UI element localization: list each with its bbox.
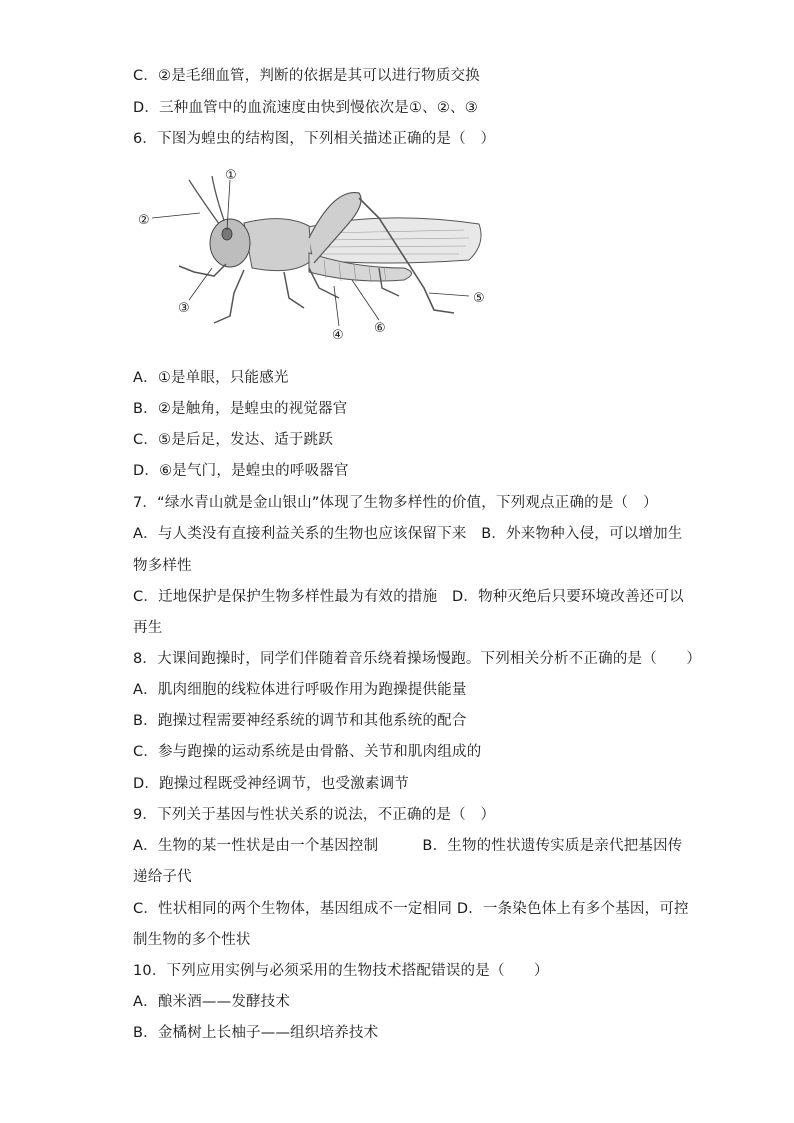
q6-option-b: B．②是触角，是蝗虫的视觉器官 [133, 401, 348, 417]
q6-option-d: D．⑥是气门，是蝗虫的呼吸器官 [133, 463, 349, 479]
question-7-stem: 7．“绿水青山就是金山银山”体现了生物多样性的价值，下列观点正确的是（ ） [133, 495, 658, 511]
q9-options-cd: C．性状相同的两个生物体，基因组成不一定相同 D．一条染色体上有多个基因，可控 [133, 901, 689, 917]
q10-option-b: B．金橘树上长柚子——组织培养技术 [133, 1025, 379, 1041]
q8-option-b: B．跑操过程需要神经系统的调节和其他系统的配合 [133, 713, 467, 729]
grasshopper-diagram [134, 168, 494, 344]
q9-options-ab-cont: 递给子代 [133, 869, 192, 885]
question-8-stem: 8．大课间跑操时，同学们伴随着音乐绕着操场慢跑。下列相关分析不正确的是（ ） [133, 651, 702, 667]
label-4: ④ [332, 328, 344, 343]
grasshopper-figure [134, 168, 494, 344]
q9-options-ab: A．生物的某一性状是由一个基因控制 B．生物的性状遗传实质是亲代把基因传 [133, 838, 683, 854]
q6-option-a: A．①是单眼，只能感光 [133, 370, 289, 386]
line-2: D．三种血管中的血流速度由快到慢依次是①、②、③ [133, 100, 478, 116]
q6-option-c: C．⑤是后足，发达、适于跳跃 [133, 432, 333, 448]
q8-option-d: D．跑操过程既受神经调节，也受激素调节 [133, 776, 409, 792]
question-10-stem: 10．下列应用实例与必须采用的生物技术搭配错误的是（ ） [133, 963, 549, 979]
q7-options-cd-cont: 再生 [133, 620, 163, 636]
q10-option-a: A．酿米酒——发酵技术 [133, 994, 291, 1010]
q7-options-ab: A．与人类没有直接利益关系的生物也应该保留下来 B．外来物种入侵，可以增加生 [133, 526, 683, 542]
label-2: ② [138, 213, 150, 228]
question-9-stem: 9．下列关于基因与性状关系的说法，不正确的是（ ） [133, 807, 496, 823]
q9-options-cd-cont: 制生物的多个性状 [133, 932, 251, 948]
label-5: ⑤ [473, 291, 485, 306]
q7-options-cd: C．迁地保护是保护生物多样性最为有效的措施 D．物种灭绝后只要环境改善还可以 [133, 589, 684, 605]
label-1: ① [225, 168, 237, 183]
q7-options-ab-cont: 物多样性 [133, 558, 192, 574]
label-6: ⑥ [374, 321, 386, 336]
q8-option-c: C．参与跑操的运动系统是由骨骼、关节和肌肉组成的 [133, 744, 482, 760]
question-6-stem: 6．下图为蝗虫的结构图，下列相关描述正确的是（ ） [133, 131, 496, 147]
q8-option-a: A．肌肉细胞的线粒体进行呼吸作用为跑操提供能量 [133, 682, 467, 698]
line-1: C．②是毛细血管，判断的依据是其可以进行物质交换 [133, 68, 480, 84]
label-3: ③ [178, 301, 190, 316]
